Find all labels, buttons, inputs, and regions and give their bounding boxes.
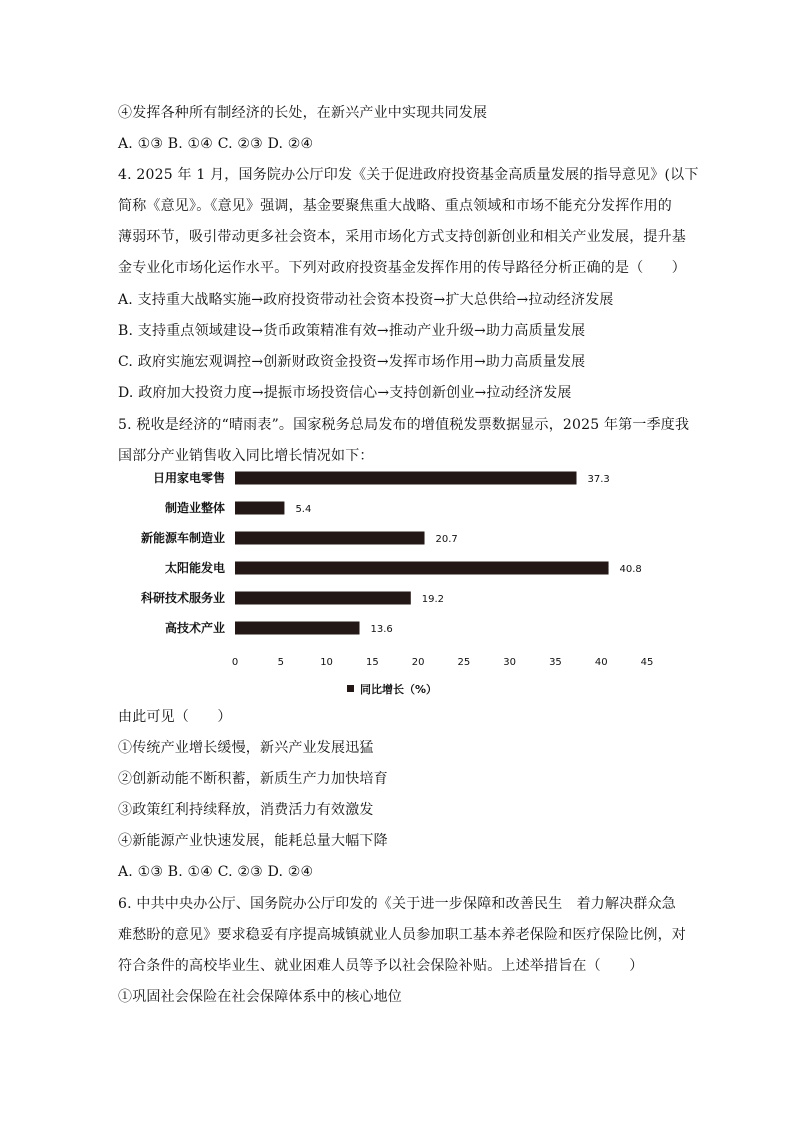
growth-bar-chart — [118, 462, 678, 702]
q5-statement-3: ③政策红利持续释放，消费活力有效激发 — [118, 802, 374, 818]
x-tick-label: 15 — [365, 657, 379, 668]
question-6-line-2: 难愁盼的意见》要求稳妥有序提高城镇就业人员参加职工基本养老保险和医疗保险比例，对 — [118, 927, 686, 943]
q5-statement-4: ④新能源产业快速发展，能耗总量大幅下降 — [118, 833, 388, 849]
question-4-line-3: 薄弱环节，吸引带动更多社会资本，采用市场化方式支持创新创业和相关产业发展，提升基 — [118, 229, 686, 245]
x-tick-label: 45 — [640, 657, 654, 668]
question-5-line-1: 5. 税收是经济的“晴雨表”。国家税务总局发布的增值税发票数据显示，2025 年第一季度我 — [118, 417, 690, 433]
category-label: 太阳能发电 — [164, 561, 225, 575]
category-label: 新能源车制造业 — [140, 531, 225, 545]
x-tick-label: 35 — [549, 657, 562, 668]
q4-option-c: C. 政府实施宏观调控→创新财政资金投资→发挥市场作用→助力高质量发展 — [118, 354, 586, 370]
q4-option-a: A. 支持重大战略实施→政府投资带动社会资本投资→扩大总供给→拉动经济发展 — [118, 292, 614, 308]
x-tick-label: 30 — [503, 657, 517, 668]
bar — [235, 532, 425, 545]
value-label: 5.4 — [295, 504, 312, 515]
bar — [235, 502, 284, 515]
q5-statement-1: ①传统产业增长缓慢，新兴产业发展迅猛 — [118, 740, 374, 756]
value-label: 20.7 — [435, 534, 458, 545]
legend-swatch — [347, 685, 354, 692]
q5-statement-2: ②创新动能不断积蓄，新质生产力加快培育 — [118, 771, 388, 787]
bar — [235, 562, 609, 575]
category-label: 高技术产业 — [164, 621, 225, 635]
question-5-stem: 由此可见（ ） — [118, 709, 232, 725]
question-4-line-2: 简称《意见》。《意见》强调，基金要聚焦重大战略、重点领域和市场不能充分发挥作用的 — [118, 198, 672, 214]
bar — [235, 472, 577, 485]
category-label: 日用家电零售 — [152, 471, 225, 485]
legend-label: 同比增长（%） — [360, 683, 438, 696]
x-tick-label: 20 — [411, 657, 425, 668]
question-6-line-1: 6. 中共中央办公厅、国务院办公厅印发的《关于进一步保障和改善民生 着力解决群众急 — [118, 896, 677, 912]
q4-option-d: D. 政府加大投资力度→提振市场投资信心→支持创新创业→拉动经济发展 — [118, 385, 572, 401]
value-label: 13.6 — [370, 624, 393, 635]
x-tick-label: 0 — [231, 657, 239, 668]
value-label: 37.3 — [587, 474, 610, 485]
bar — [235, 592, 411, 605]
category-label: 科研技术服务业 — [140, 591, 225, 605]
x-tick-label: 10 — [320, 657, 333, 668]
q6-statement-1: ①巩固社会保险在社会保障体系中的核心地位 — [118, 989, 402, 1005]
question-6-line-3: 符合条件的高校毕业生、就业困难人员等予以社会保险补贴。上述举措旨在（ ） — [118, 958, 644, 974]
chart-svg — [118, 462, 678, 702]
x-tick-label: 25 — [457, 657, 471, 668]
category-label: 制造业整体 — [164, 501, 225, 515]
option-4-line: ④发挥各种所有制经济的长处，在新兴产业中实现共同发展 — [118, 105, 488, 121]
value-label: 40.8 — [619, 564, 642, 575]
answer-choices-q3: A. ①③ B. ①④ C. ②③ D. ②④ — [118, 136, 314, 152]
answer-choices-q5: A. ①③ B. ①④ C. ②③ D. ②④ — [118, 864, 314, 880]
question-5-line-2: 国部分产业销售收入同比增长情况如下： — [118, 448, 374, 464]
value-label: 19.2 — [421, 594, 445, 605]
question-4-line-4: 金专业化市场化运作水平。下列对政府投资基金发挥作用的传导路径分析正确的是（ ） — [118, 260, 686, 276]
question-4-line-1: 4. 2025 年 1 月，国务院办公厅印发《关于促进政府投资基金高质量发展的指导意见》(以下 — [118, 167, 699, 183]
q4-option-b: B. 支持重点领域建设→货币政策精准有效→推动产业升级→助力高质量发展 — [118, 323, 586, 339]
x-tick-label: 40 — [594, 657, 608, 668]
bar — [235, 622, 360, 635]
x-tick-label: 5 — [277, 657, 284, 668]
